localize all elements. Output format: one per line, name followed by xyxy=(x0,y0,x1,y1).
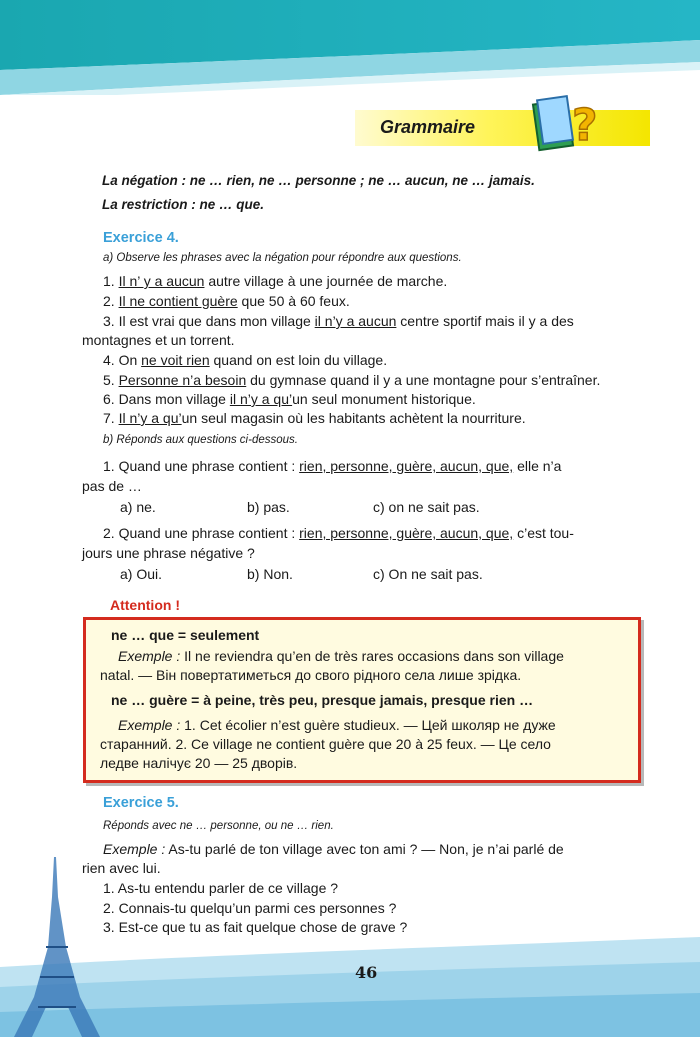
exercise-5-example-line-2: rien avec lui. xyxy=(82,860,161,876)
sentence-7: 7. Il n’y a qu’un seul magasin où les habitants achètent la nourriture. xyxy=(103,410,526,426)
exercise-5-question-3: 3. Est-ce que tu as fait quelque chose de grave ? xyxy=(103,919,408,935)
grammaire-banner xyxy=(355,110,650,146)
sentence-1: 1. Il n’ y a aucun autre village à une journée de marche. xyxy=(103,273,448,289)
sentence-3-continuation: montagnes et un torrent. xyxy=(82,332,235,348)
exercise-5-example-line-1: Exemple : As-tu parlé de ton village avec ton ami ? — Non, je n’ai parlé de xyxy=(103,841,564,857)
question-2-continuation: jours une phrase négative ? xyxy=(82,545,255,561)
svg-text:?: ? xyxy=(572,100,598,151)
example-2-line-2: старанний. 2. Ce village ne contient guère que 20 à 25 feux. — Це село xyxy=(100,736,551,752)
exercise-4a-instruction: a) Observe les phrases avec la négation pour répondre aux questions. xyxy=(103,252,462,264)
sentence-4: 4. On ne voit rien quand on est loin du village. xyxy=(103,352,388,368)
restriction-rule: La restriction : ne … que. xyxy=(102,197,265,212)
bottom-decorative-band xyxy=(0,927,700,1037)
page-number: 46 xyxy=(355,963,378,982)
example-2-line-1: Exemple : 1. Cet écolier n’est guère studieux. — Цей школяр не дуже xyxy=(118,717,556,733)
question-2-option-b: b) Non. xyxy=(247,566,293,582)
eiffel-tower-icon xyxy=(10,857,105,1037)
attention-box xyxy=(83,617,641,783)
section-title: Grammaire xyxy=(379,117,475,137)
exercise-4b-instruction: b) Réponds aux questions ci-dessous. xyxy=(103,434,298,446)
rule-ne-guere: ne … guère = à peine, très peu, presque jamais, presque rien … xyxy=(111,692,534,708)
exercise-5-question-2: 2. Connais-tu quelqu’un parmi ces personnes ? xyxy=(103,900,397,916)
question-2-option-a: a) Oui. xyxy=(120,566,163,582)
question-1-option-a: a) ne. xyxy=(120,499,156,515)
sentence-6: 6. Dans mon village il n’y a qu’un seul monument historique. xyxy=(103,391,476,407)
sentence-2: 2. Il ne contient guère que 50 à 60 feux. xyxy=(103,293,350,309)
exercise-5-instruction: Réponds avec ne … personne, ou ne … rien. xyxy=(103,820,334,832)
negation-rule: La négation : ne … rien, ne … personne ; ne … aucun, ne … jamais. xyxy=(102,173,535,188)
question-1-option-c: c) on ne sait pas. xyxy=(373,499,480,515)
question-1-continuation: pas de … xyxy=(82,478,142,494)
example-2-line-3: ледве налічує 20 — 25 дворів. xyxy=(100,755,298,771)
sentence-3: 3. Il est vrai que dans mon village il n’y a aucun centre sportif mais il y a des xyxy=(103,313,574,329)
example-1-line-2: natal. — Він повертатиметься до свого рідного села лише зрідка. xyxy=(100,667,522,683)
example-1-line-1: Exemple : Il ne reviendra qu’en de très rares occasions dans son village xyxy=(118,648,564,664)
attention-label: Attention ! xyxy=(110,597,180,613)
question-1-option-b: b) pas. xyxy=(247,499,290,515)
question-2-option-c: c) On ne sait pas. xyxy=(373,566,483,582)
rule-ne-que: ne … que = seulement xyxy=(111,627,260,643)
exercise-5-question-1: 1. As-tu entendu parler de ce village ? xyxy=(103,880,339,896)
question-2: 2. Quand une phrase contient : rien, personne, guère, aucun, que, c’est tou- xyxy=(103,525,574,541)
top-decorative-band xyxy=(0,0,700,95)
exercise-5-title: Exercice 5. xyxy=(103,795,179,811)
book-question-icon xyxy=(530,88,602,156)
exercise-4-title: Exercice 4. xyxy=(103,230,179,246)
sentence-5: 5. Personne n’a besoin du gymnase quand il y a une montagne pour s’entraîner. xyxy=(103,372,601,388)
question-1: 1. Quand une phrase contient : rien, personne, guère, aucun, que, elle n’a xyxy=(103,458,562,474)
